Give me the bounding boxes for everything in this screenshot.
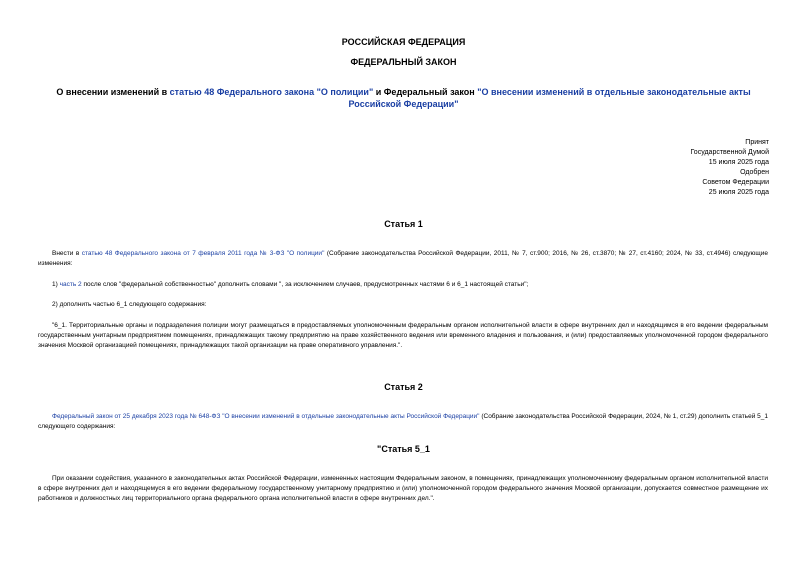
title-link-police-law[interactable]: статью 48 Федерального закона "О полиции" — [169, 87, 374, 97]
approved-date: 25 июля 2025 года — [708, 189, 769, 196]
adoption-block — [690, 138, 769, 198]
title-prefix: О внесении изменений в — [56, 87, 170, 97]
a1p1-link[interactable]: статью 48 Федерального закона от 7 февраля 2011 года № 3-ФЗ "О полиции" — [81, 250, 325, 257]
title-link-amendments-law[interactable]: "О внесении изменений в отдельные законодательные акты Российской Федерации" — [348, 87, 751, 109]
accepted-by: Государственной Думой — [690, 149, 769, 156]
article-1-quote: "6_1. Территориальные органы и подразделения полиции могут размещаться в предоставляемых уполномоченным федеральным органом исполнительной власти в сфере внутренних дел и находящимся в его ведении федеральным государственным унитарным предприятием помещениях, принадлежащих такому предприятию на праве хозяйственного ведения или временного владения и пользования, и (или) предоставляемых уполномоченной городом федерального значения Москвой организацией помещениях, принадлежащих такой организации на праве оперативного управления.". — [38, 322, 768, 349]
approved-label: Одобрен — [740, 169, 769, 176]
article-2-intro — [38, 412, 768, 432]
article-5-1-text: При оказании содействия, указанного в законодательных актах Российской Федерации, измененных настоящим Федеральным законом, в помещениях, принадлежащих уполномоченному федеральным органом исполнительной власти в сфере внутренних дел и находящемуся в его ведении федеральному государственному унитарному предприятию и (или) уполномоченной городом федерального значения Москвой организации, допускается совместное размещение их работников и должностных лиц территориального органа федерального органа исполнительной власти в сфере внутренних дел.". — [38, 475, 768, 502]
article-1-heading: Статья 1 — [384, 219, 423, 229]
article-1-item-2: 2) дополнить частью 6_1 следующего содержания: — [52, 301, 207, 308]
a1p2-link[interactable]: часть 2 — [59, 281, 82, 288]
a1p2-suffix: после слов "федеральной собственностью" дополнить словами ", за исключением случаев, предусмотренных частями 6 и 6_1 настоящей статьи"; — [81, 281, 529, 288]
a1p1-prefix: Внести в — [52, 250, 82, 257]
a1p2-prefix: 1) — [52, 281, 60, 288]
country-heading: РОССИЙСКАЯ ФЕДЕРАЦИЯ — [341, 37, 466, 47]
approved-by: Советом Федерации — [702, 179, 769, 186]
accepted-date: 15 июля 2025 года — [708, 159, 769, 166]
article-1-intro — [38, 249, 768, 269]
accepted-label: Принят — [745, 139, 769, 146]
article-5-1-heading: "Статья 5_1 — [377, 444, 430, 454]
title-middle: и Федеральный закон — [373, 87, 478, 97]
article-2-heading: Статья 2 — [384, 382, 423, 392]
article-1-item-1 — [38, 280, 768, 290]
a2p1-link[interactable]: Федеральный закон от 25 декабря 2023 года № 648-ФЗ "О внесении изменений в отдельные законодательные акты Российской Федерации" — [52, 413, 480, 420]
law-title — [50, 86, 757, 110]
a2p1-suffix: (Собрание законодательства Российской Федерации, 2024, № 1, ст.29) дополнить статьей 5_1 следующего содержания: — [38, 413, 768, 430]
law-type-heading: ФЕДЕРАЛЬНЫЙ ЗАКОН — [350, 57, 457, 67]
a1p1-suffix: (Собрание законодательства Российской Федерации, 2011, № 7, ст.900; 2016, № 26, ст.3870; № 27, ст.4160; 2024, № 33, ст.4946) следующие изменения: — [38, 250, 768, 267]
